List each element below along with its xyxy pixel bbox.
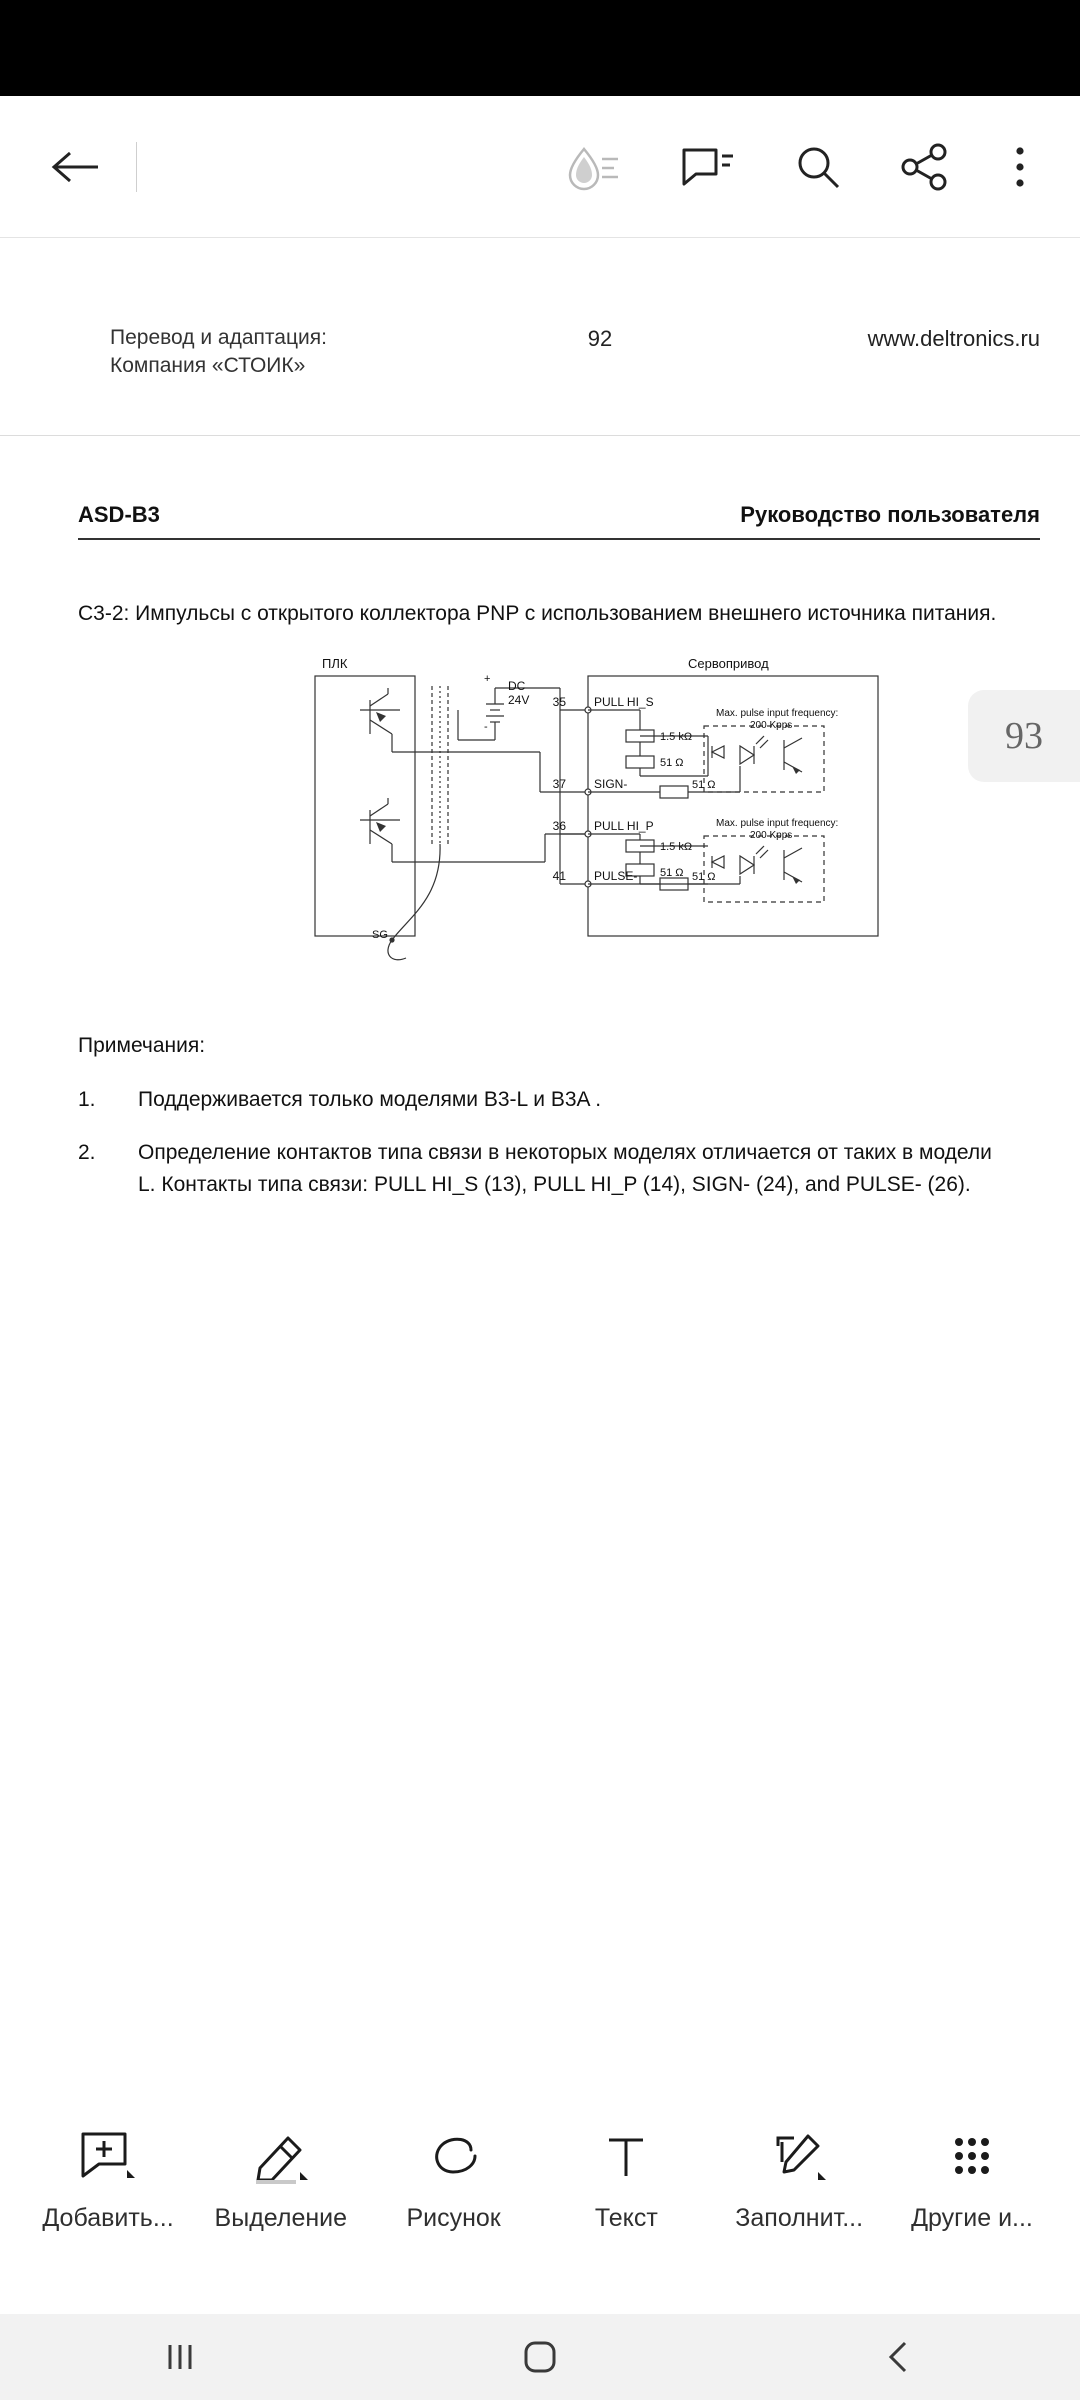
document-view[interactable] [0, 238, 1080, 1200]
comment-icon[interactable] [680, 144, 736, 190]
svg-text:37: 37 [552, 776, 566, 791]
list-item [78, 1084, 1008, 1116]
appbar-actions [564, 143, 1040, 191]
fill-sign-tool[interactable] [721, 2124, 877, 2233]
previous-page-footer [0, 238, 1080, 381]
text-tool[interactable] [548, 2124, 704, 2233]
figure-caption: C3-2: Импульсы с открытого коллектора PNP с использованием внешнего источника питания. [78, 601, 997, 625]
list-item [78, 1137, 1008, 1200]
status-bar [0, 0, 1080, 96]
svg-text:1.5 kΩ: 1.5 kΩ [660, 730, 693, 743]
tool-label: Добавить... [42, 2204, 174, 2232]
notes-title: Примечания: [78, 1033, 206, 1057]
comment-plus-icon [77, 2124, 139, 2186]
translation-credit [110, 324, 440, 381]
note-text: Поддерживается только моделями B3-L и B3A . [138, 1087, 602, 1111]
more-options-icon[interactable] [1010, 143, 1030, 191]
svg-text:-: - [484, 720, 488, 733]
svg-text:PULL HI_S: PULL HI_S [594, 694, 654, 709]
highlight-tool[interactable] [203, 2124, 359, 2233]
notes-list [78, 1084, 1008, 1201]
svg-text:DC: DC [508, 678, 526, 693]
back-arrow-icon[interactable] [44, 135, 108, 199]
translation-credit-line1: Перевод и адаптация: [110, 326, 327, 349]
grid-dots-icon [941, 2124, 1003, 2186]
tool-label: Рисунок [406, 2204, 501, 2232]
system-navigation-bar [0, 2314, 1080, 2400]
svg-text:ПЛК: ПЛК [322, 655, 348, 671]
tool-label: Текст [594, 2204, 658, 2232]
svg-text:PULL HI_P: PULL HI_P [594, 818, 654, 833]
share-icon[interactable] [900, 143, 952, 191]
svg-text:24V: 24V [508, 692, 530, 707]
previous-page-site: www.deltronics.ru [867, 326, 1040, 351]
svg-text:Max. pulse input frequency:: Max. pulse input frequency: [716, 707, 839, 719]
pencil-loop-icon [423, 2124, 485, 2186]
top-app-bar [0, 96, 1080, 238]
note-text: Определение контактов типа связи в некоторых моделях отличается от таких в модели L. Контакты типа связи: PULL HI_S (13), PULL HI_P (14), SIGN- (24), and PULSE- (26). [138, 1141, 992, 1196]
doc-title: Руководство пользователя [740, 501, 1040, 527]
svg-text:PULSE-: PULSE- [594, 868, 638, 883]
draw-tool[interactable] [376, 2124, 532, 2233]
svg-text:+: + [484, 672, 491, 685]
svg-text:51 Ω: 51 Ω [660, 756, 684, 769]
svg-text:SG: SG [372, 928, 388, 941]
svg-text:SIGN-: SIGN- [594, 776, 628, 791]
tool-label: Другие и... [911, 2204, 1033, 2232]
text-T-icon [595, 2124, 657, 2186]
svg-text:41: 41 [552, 868, 566, 883]
translation-credit-line2: Компания «СТОИК» [110, 354, 306, 378]
tool-label: Заполнит... [735, 2204, 864, 2232]
page-header [78, 502, 1040, 540]
back-icon[interactable] [840, 2337, 960, 2377]
page-separator [0, 435, 1080, 436]
svg-text:Max. pulse input frequency:: Max. pulse input frequency: [716, 817, 839, 829]
annotation-toolbar [0, 2086, 1080, 2314]
svg-text:51 Ω: 51 Ω [692, 778, 716, 791]
search-icon[interactable] [794, 143, 842, 191]
highlighter-icon [250, 2124, 312, 2186]
add-comment-tool[interactable] [30, 2124, 186, 2233]
page-number-badge: 93 [968, 690, 1080, 782]
home-icon[interactable] [480, 2337, 600, 2377]
svg-text:36: 36 [552, 818, 566, 833]
svg-text:200 Kpps: 200 Kpps [750, 719, 793, 731]
doc-model-name: ASD-B3 [78, 501, 160, 527]
svg-text:35: 35 [552, 694, 566, 709]
previous-page-number: 92 [587, 326, 613, 351]
svg-text:1.5 kΩ: 1.5 kΩ [660, 840, 693, 853]
more-tools[interactable] [894, 2124, 1050, 2233]
recents-icon[interactable] [120, 2340, 240, 2374]
read-aloud-icon[interactable] [564, 143, 622, 191]
svg-text:Сервопривод: Сервопривод [688, 655, 769, 671]
note-number: 2. [78, 1141, 96, 1165]
fill-sign-icon [768, 2124, 830, 2186]
appbar-divider [136, 142, 137, 192]
note-number: 1. [78, 1087, 96, 1111]
tool-label: Выделение [214, 2204, 348, 2232]
svg-text:200 Kpps: 200 Kpps [750, 829, 793, 841]
svg-text:51 Ω: 51 Ω [692, 870, 716, 883]
wiring-diagram [40, 648, 1040, 978]
svg-text:51 Ω: 51 Ω [660, 866, 684, 879]
